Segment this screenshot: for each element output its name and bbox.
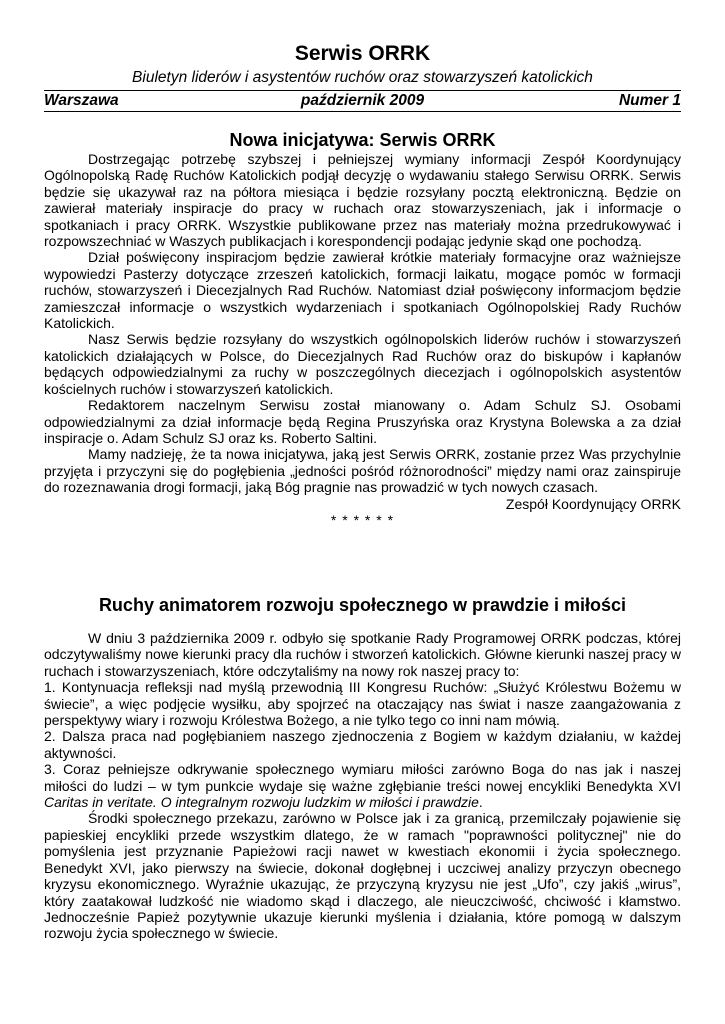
article-paragraph: Dział poświęcony inspiracjom będzie zawierał krótkie materiały formacyjne oraz ważniejsze wypowiedzi Pasterzy dotyczące zrzeszeń katolickich, formacji laikatu, mogące pomóc w formacji ruchów, stowarzyszeń i Diecezjalnych Rad Ruchów. Natomiast dział poświęcony informacjom będzie zamieszczał informacje o wszystkich wydarzeniach i spotkaniach Ogólnopolskiej Rady Ruchów Katolickich. xyxy=(44,249,681,332)
issue-number: Numer 1 xyxy=(618,92,681,109)
article-title: Ruchy animatorem rozwoju społecznego w prawdzie i miłości xyxy=(98,595,627,615)
article-intro: W dniu 3 października 2009 r. odbyło się spotkanie Rady Programowej ORRK podczas, której odczytywaliśmy nowe kierunki pracy dla ruchów i stworzeń katolickich. Główne kierunki naszej pracy w ruchach i stowarzyszeniach, które odczytaliśmy na nowy rok naszej pracy to: xyxy=(44,630,681,679)
list-item-text: 3. Coraz pełniejsze odkrywanie społecznego wymiaru miłości zarówno Boga do nas jak i naszej miłości do ludzi – w tym punkcie wydaje się ważne zgłębianie treści nowej encykliki Benedykta XVI xyxy=(44,761,681,794)
issue-date: październik 2009 xyxy=(300,92,425,109)
newsletter-subtitle: Biuletyn liderów i asystentów ruchów oraz stowarzyszeń katolickich xyxy=(132,69,593,86)
article-paragraph: Środki społecznego przekazu, zarówno w Polsce jak i za granicą, przemilczały pojawienie się papieskiej encykliki przede wszystkim dlatego, że w ramach "poprawności politycznej" nie do pomyślenia jest przyznanie Papieżowi racji nawet w kwestiach ekonomii i życia społecznego. Benedykt XVI, jako pierwszy na świecie, dokonał dogłębnej i uczciwej analizy przyczyn obecnego kryzysu ekonomicznego. Wyraźnie ukazując, że przyczyną kryzysu nie jest „Ufo”, czy jakiś „wirus”, który zaatakował ludzkość nie wiadomo skąd i dlaczego, ale nieuczciwość, chciwość i kłamstwo. Jednocześnie Papież pozytywnie ukazuje kierunki myślenia i działania, które pomogą w dalszym rozwoju życia społecznego w świecie. xyxy=(44,810,681,942)
issue-city: Warszawa xyxy=(44,92,119,109)
newsletter-title: Serwis ORRK xyxy=(294,42,431,65)
article-paragraph: Redaktorem naczelnym Serwisu został mianowany o. Adam Schulz SJ. Osobami odpowiedzialnymi za dział informacje będą Regina Pruszyńska oraz Krystyna Bolewska a za dział inspiracje o. Adam Schulz SJ oraz ks. Roberto Saltini. xyxy=(44,397,681,446)
list-item-end: . xyxy=(478,794,483,811)
list-item: 1. Kontynuacja refleksji nad myślą przewodnią III Kongresu Ruchów: „Służyć Królestwu Bożemu w świecie”, a więc podjęcie wysiłku, aby spojrzeć na otaczający nas świat i nasze zaangażowania z perspektywy wiary i rozwoju Królestwa Bożego, a nie tylko tego co inni nam mówią. xyxy=(44,679,681,729)
section-separator: * * * * * * xyxy=(330,511,395,528)
article-paragraph: Nasz Serwis będzie rozsyłany do wszystkich ogólnopolskich liderów ruchów i stowarzyszeń katolickich działających w Polsce, do Diecezjalnych Rad Ruchów oraz do biskupów i kapłanów będących odpowiedzialnymi za ruchy w poszczególnych diecezjach i ogólnopolskich asystentów kościelnych ruchów i stowarzyszeń katolickich. xyxy=(44,331,681,397)
list-item xyxy=(44,761,681,810)
article-social-development xyxy=(44,594,681,942)
article-title: Nowa inicjatywa: Serwis ORRK xyxy=(229,130,496,150)
list-item: 2. Dalsza praca nad pogłębianiem naszego zjednoczenia z Bogiem w każdym działaniu, w każdej aktywności. xyxy=(44,728,681,761)
article-signature: Zespół Koordynujący ORRK xyxy=(505,495,681,512)
article-new-initiative xyxy=(44,129,681,528)
encyclical-title: Caritas in veritate. O integralnym rozwoju ludzkim w miłości i prawdzie xyxy=(44,794,479,811)
article-paragraph: Dostrzegając potrzebę szybszej i pełniejszej wymiany informacji Zespół Koordynujący Ogólnopolską Radę Ruchów Katolickich podjął decyzję o wydawaniu stałego Serwisu ORRK. Serwis będzie się ukazywał raz na półtora miesiąca i będzie rozsyłany pocztą elektroniczną. Będzie on zawierał materiały inspiracje do pracy w ruchach oraz stowarzyszeniach, jak i informacje o spotkaniach i pracy ORRK. Wszystkie publikowane przez nas materiały można przedrukowywać i rozpowszechniać w Waszych publikacjach i korespondencji podając jedynie skąd one pochodzą. xyxy=(44,151,681,250)
issue-info-bar xyxy=(44,90,681,112)
article-paragraph: Mamy nadzieję, że ta nowa inicjatywa, jaką jest Serwis ORRK, zostanie przez Was przychylnie przyjęta i przyczyni się do pogłębienia „jedności pośród różnorodności” między nami oraz zainspiruje do rozeznawania drogi formacji, jaką Bóg pragnie nas prowadzić w tych nowych czasach. xyxy=(44,446,681,496)
